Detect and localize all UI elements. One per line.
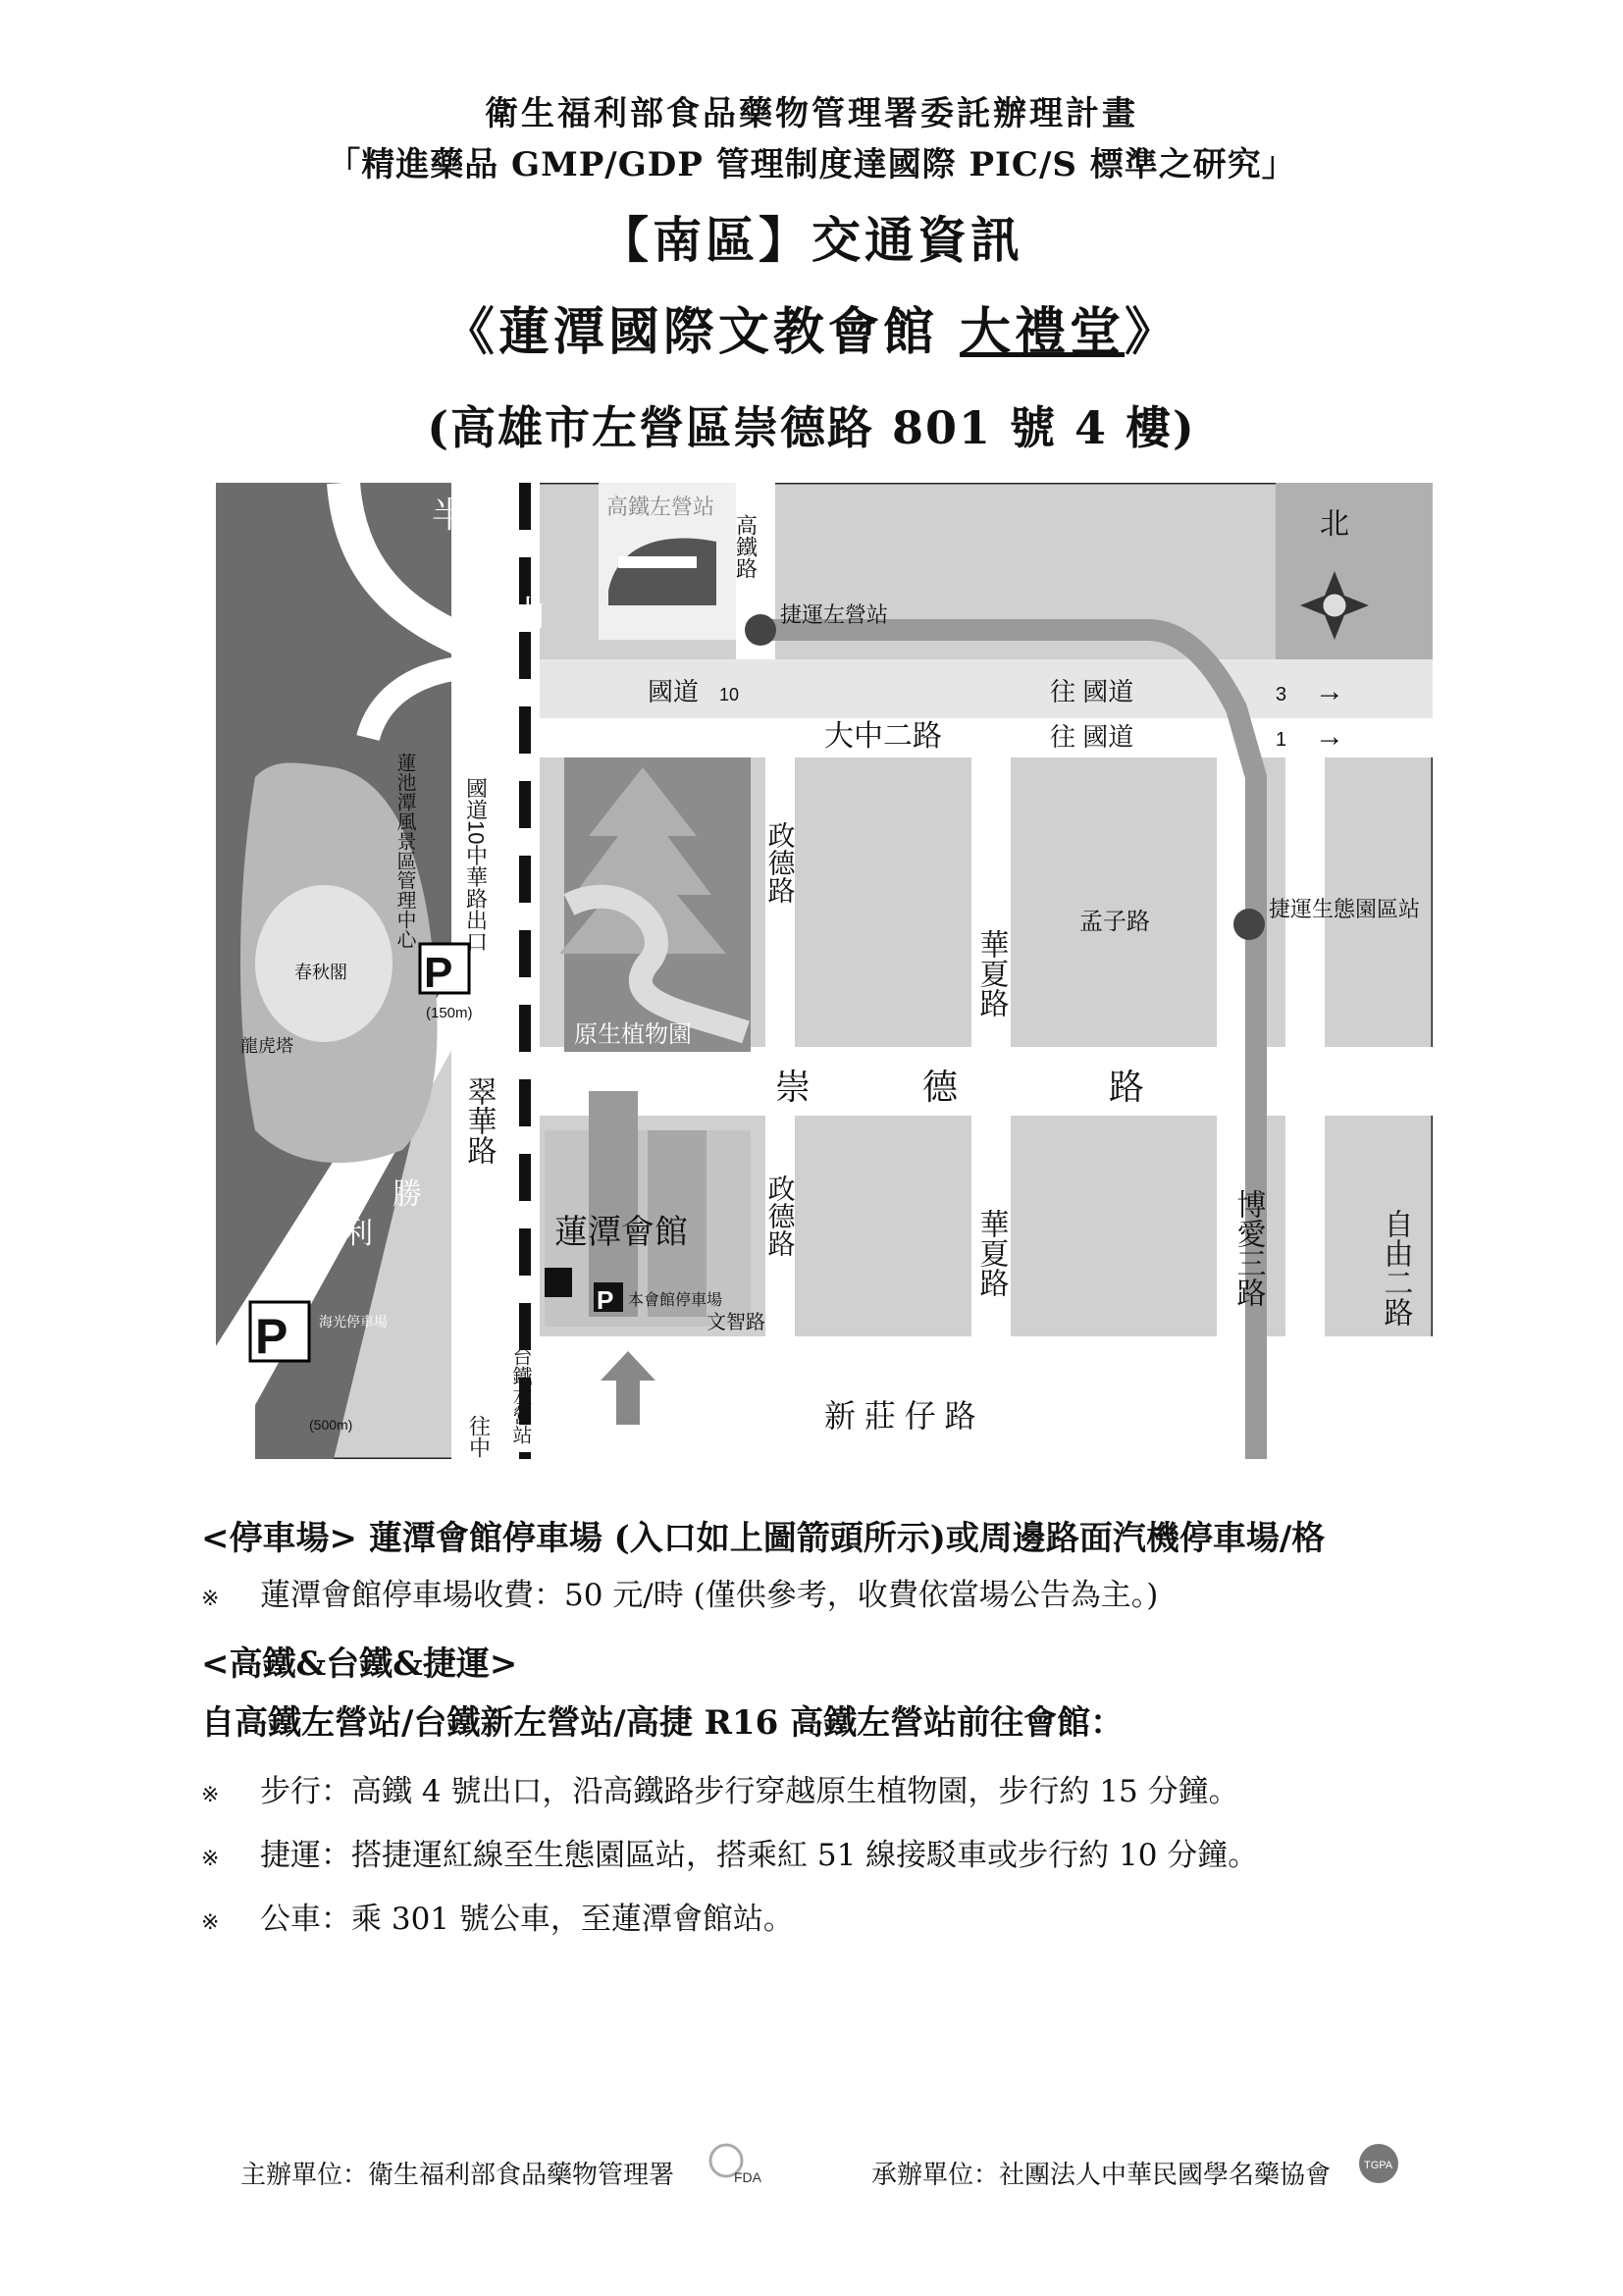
label-boai-road: 博愛三路 bbox=[1231, 1189, 1265, 1307]
mrt-zuoying-dot bbox=[745, 614, 776, 646]
parking-note: 蓮潭會館停車場收費：50 元/時 (僅供參考，收費依當場公告為主。) bbox=[260, 1578, 1159, 1613]
label-p500: (500m) bbox=[309, 1417, 353, 1433]
project-title-line: 「精進藥品 GMP/GDP 管理制度達國際 PIC/S 標準之研究」 bbox=[327, 145, 1296, 184]
note-mark: ※ bbox=[201, 1783, 220, 1807]
transit-walk-line bbox=[201, 1766, 1239, 1810]
label-huaxia-road-2: 華夏路 bbox=[974, 1209, 1008, 1297]
label-ziyou-road: 自由二路 bbox=[1379, 1209, 1412, 1327]
label-mengzi-road: 孟子路 bbox=[1079, 909, 1150, 935]
label-nat10-exit: 國道10中華路出口 bbox=[463, 777, 489, 953]
location-map bbox=[216, 483, 1433, 1459]
venue-hall: 大禮堂 bbox=[960, 302, 1126, 362]
transit-heading: <高鐵&台鐵&捷運> bbox=[201, 1644, 518, 1684]
label-wenzhi-road: 文智路 bbox=[707, 1312, 765, 1333]
label-hall-parking: 本會館停車場 bbox=[628, 1292, 723, 1309]
label-chongde-2: 德 bbox=[922, 1067, 959, 1107]
label-ban: 半 bbox=[432, 495, 468, 535]
label-shan: 山 bbox=[510, 593, 547, 633]
venue-name: 《蓮潭國際文教會館 bbox=[443, 302, 961, 362]
label-hsr-road: 高鐵路 bbox=[733, 514, 759, 579]
parking-heading: <停車場> bbox=[201, 1519, 357, 1558]
label-sheng: 勝 bbox=[393, 1178, 422, 1211]
parking-note-line bbox=[201, 1570, 1158, 1614]
compass-box bbox=[1276, 483, 1433, 659]
label-p150: (150m) bbox=[426, 1005, 473, 1021]
parking-line bbox=[201, 1511, 1325, 1559]
label-to-nat3: 往 國道 bbox=[1050, 677, 1134, 706]
label-ping: 屏 bbox=[471, 539, 507, 579]
label-dazhong-road: 大中二路 bbox=[824, 720, 942, 753]
arrow-icon: → bbox=[1315, 675, 1344, 707]
label-li: 利 bbox=[343, 1218, 373, 1250]
note-mark: ※ bbox=[201, 1587, 220, 1611]
tgpa-logo bbox=[1354, 2139, 1403, 2188]
note-mark: ※ bbox=[201, 1910, 220, 1935]
transit-bus: 公車：乘 301 號公車，至蓮潭會館站。 bbox=[260, 1902, 794, 1937]
dazhong-road bbox=[540, 718, 1433, 757]
label-num3: 3 bbox=[1276, 684, 1287, 705]
label-lu: 路 bbox=[289, 1247, 319, 1279]
label-lotus-hall: 蓮潭會館 bbox=[554, 1214, 688, 1251]
parking-icon-500: P bbox=[255, 1309, 288, 1364]
label-huaxia-road-1: 華夏路 bbox=[974, 929, 1008, 1018]
mrt-eco-dot bbox=[1233, 909, 1265, 940]
label-chunqiu: 春秋閣 bbox=[294, 963, 347, 982]
label-haiguang: 海光停車場 bbox=[319, 1314, 388, 1330]
label-north: 北 bbox=[1320, 508, 1349, 541]
parking-icon-150: P bbox=[424, 949, 453, 997]
parking-desc: 蓮潭會館停車場 (入口如上圖箭頭所示)或周邊路面汽機停車場/格 bbox=[356, 1519, 1326, 1558]
label-hsr-station: 高鐵左營站 bbox=[606, 495, 715, 519]
label-tra-zuoying: 台鐵左營站 bbox=[509, 1346, 531, 1444]
footer-organizer: 主辦單位：衛生福利部食品藥物管理署 bbox=[240, 2161, 675, 2190]
fda-logo bbox=[705, 2139, 773, 2188]
label-native-park: 原生植物園 bbox=[574, 1021, 692, 1048]
label-lotus-pond-center: 蓮池潭風景區管理中心 bbox=[393, 753, 415, 949]
venue-address: (高雄市左營區崇德路 801 號 4 樓) bbox=[427, 401, 1196, 454]
venue-title bbox=[0, 290, 1623, 364]
label-longhu: 龍虎塔 bbox=[240, 1036, 293, 1056]
label-national-road-10: 國道 bbox=[648, 677, 700, 706]
label-chongde-3: 路 bbox=[1109, 1067, 1145, 1107]
region-title: 【南區】交通資訊 bbox=[600, 211, 1023, 269]
parking-icon-hall: P bbox=[597, 1285, 614, 1315]
transit-subheading: 自高鐵左營站/台鐵新左營站/高捷 R16 高鐵左營站前往會館： bbox=[201, 1703, 1125, 1743]
transit-walk: 步行：高鐵 4 號出口，沿高鐵路步行穿越原生植物園，步行約 15 分鐘。 bbox=[260, 1774, 1239, 1809]
note-mark: ※ bbox=[201, 1847, 220, 1871]
label-xinzhuangzai-road: 新 莊 仔 路 bbox=[824, 1398, 976, 1434]
label-chongde-1: 崇 bbox=[775, 1067, 812, 1107]
tgpa-logo-text: TGPA bbox=[1364, 2160, 1393, 2171]
label-to-zhong: 往中 bbox=[466, 1415, 492, 1458]
label-zhengde-road-2: 政德路 bbox=[764, 1174, 796, 1257]
label-mrt-eco: 捷運生態園區站 bbox=[1269, 897, 1421, 921]
transit-mrt: 捷運：搭捷運紅線至生態園區站，搭乘紅 51 線接駁車或步行約 10 分鐘。 bbox=[260, 1838, 1259, 1873]
transit-bus-line bbox=[201, 1894, 794, 1938]
label-zhengde-road-1: 政德路 bbox=[764, 821, 796, 904]
label-mrt-zuoying: 捷運左營站 bbox=[780, 602, 889, 627]
arrow-icon-2: → bbox=[1315, 720, 1344, 753]
label-num1: 1 bbox=[1276, 729, 1287, 751]
label-to-nat1: 往 國道 bbox=[1050, 722, 1134, 752]
label-num10: 10 bbox=[719, 685, 740, 704]
venue-close: 》 bbox=[1125, 302, 1180, 362]
project-sponsor-line: 衛生福利部食品藥物管理署委託辦理計畫 bbox=[485, 94, 1138, 133]
footer-contractor: 承辦單位：社團法人中華民國學名藥協會 bbox=[871, 2161, 1332, 2190]
label-cuihua-road: 翠華路 bbox=[462, 1076, 496, 1165]
fda-logo-text: FDA bbox=[734, 2169, 761, 2185]
transit-mrt-line bbox=[201, 1830, 1258, 1874]
